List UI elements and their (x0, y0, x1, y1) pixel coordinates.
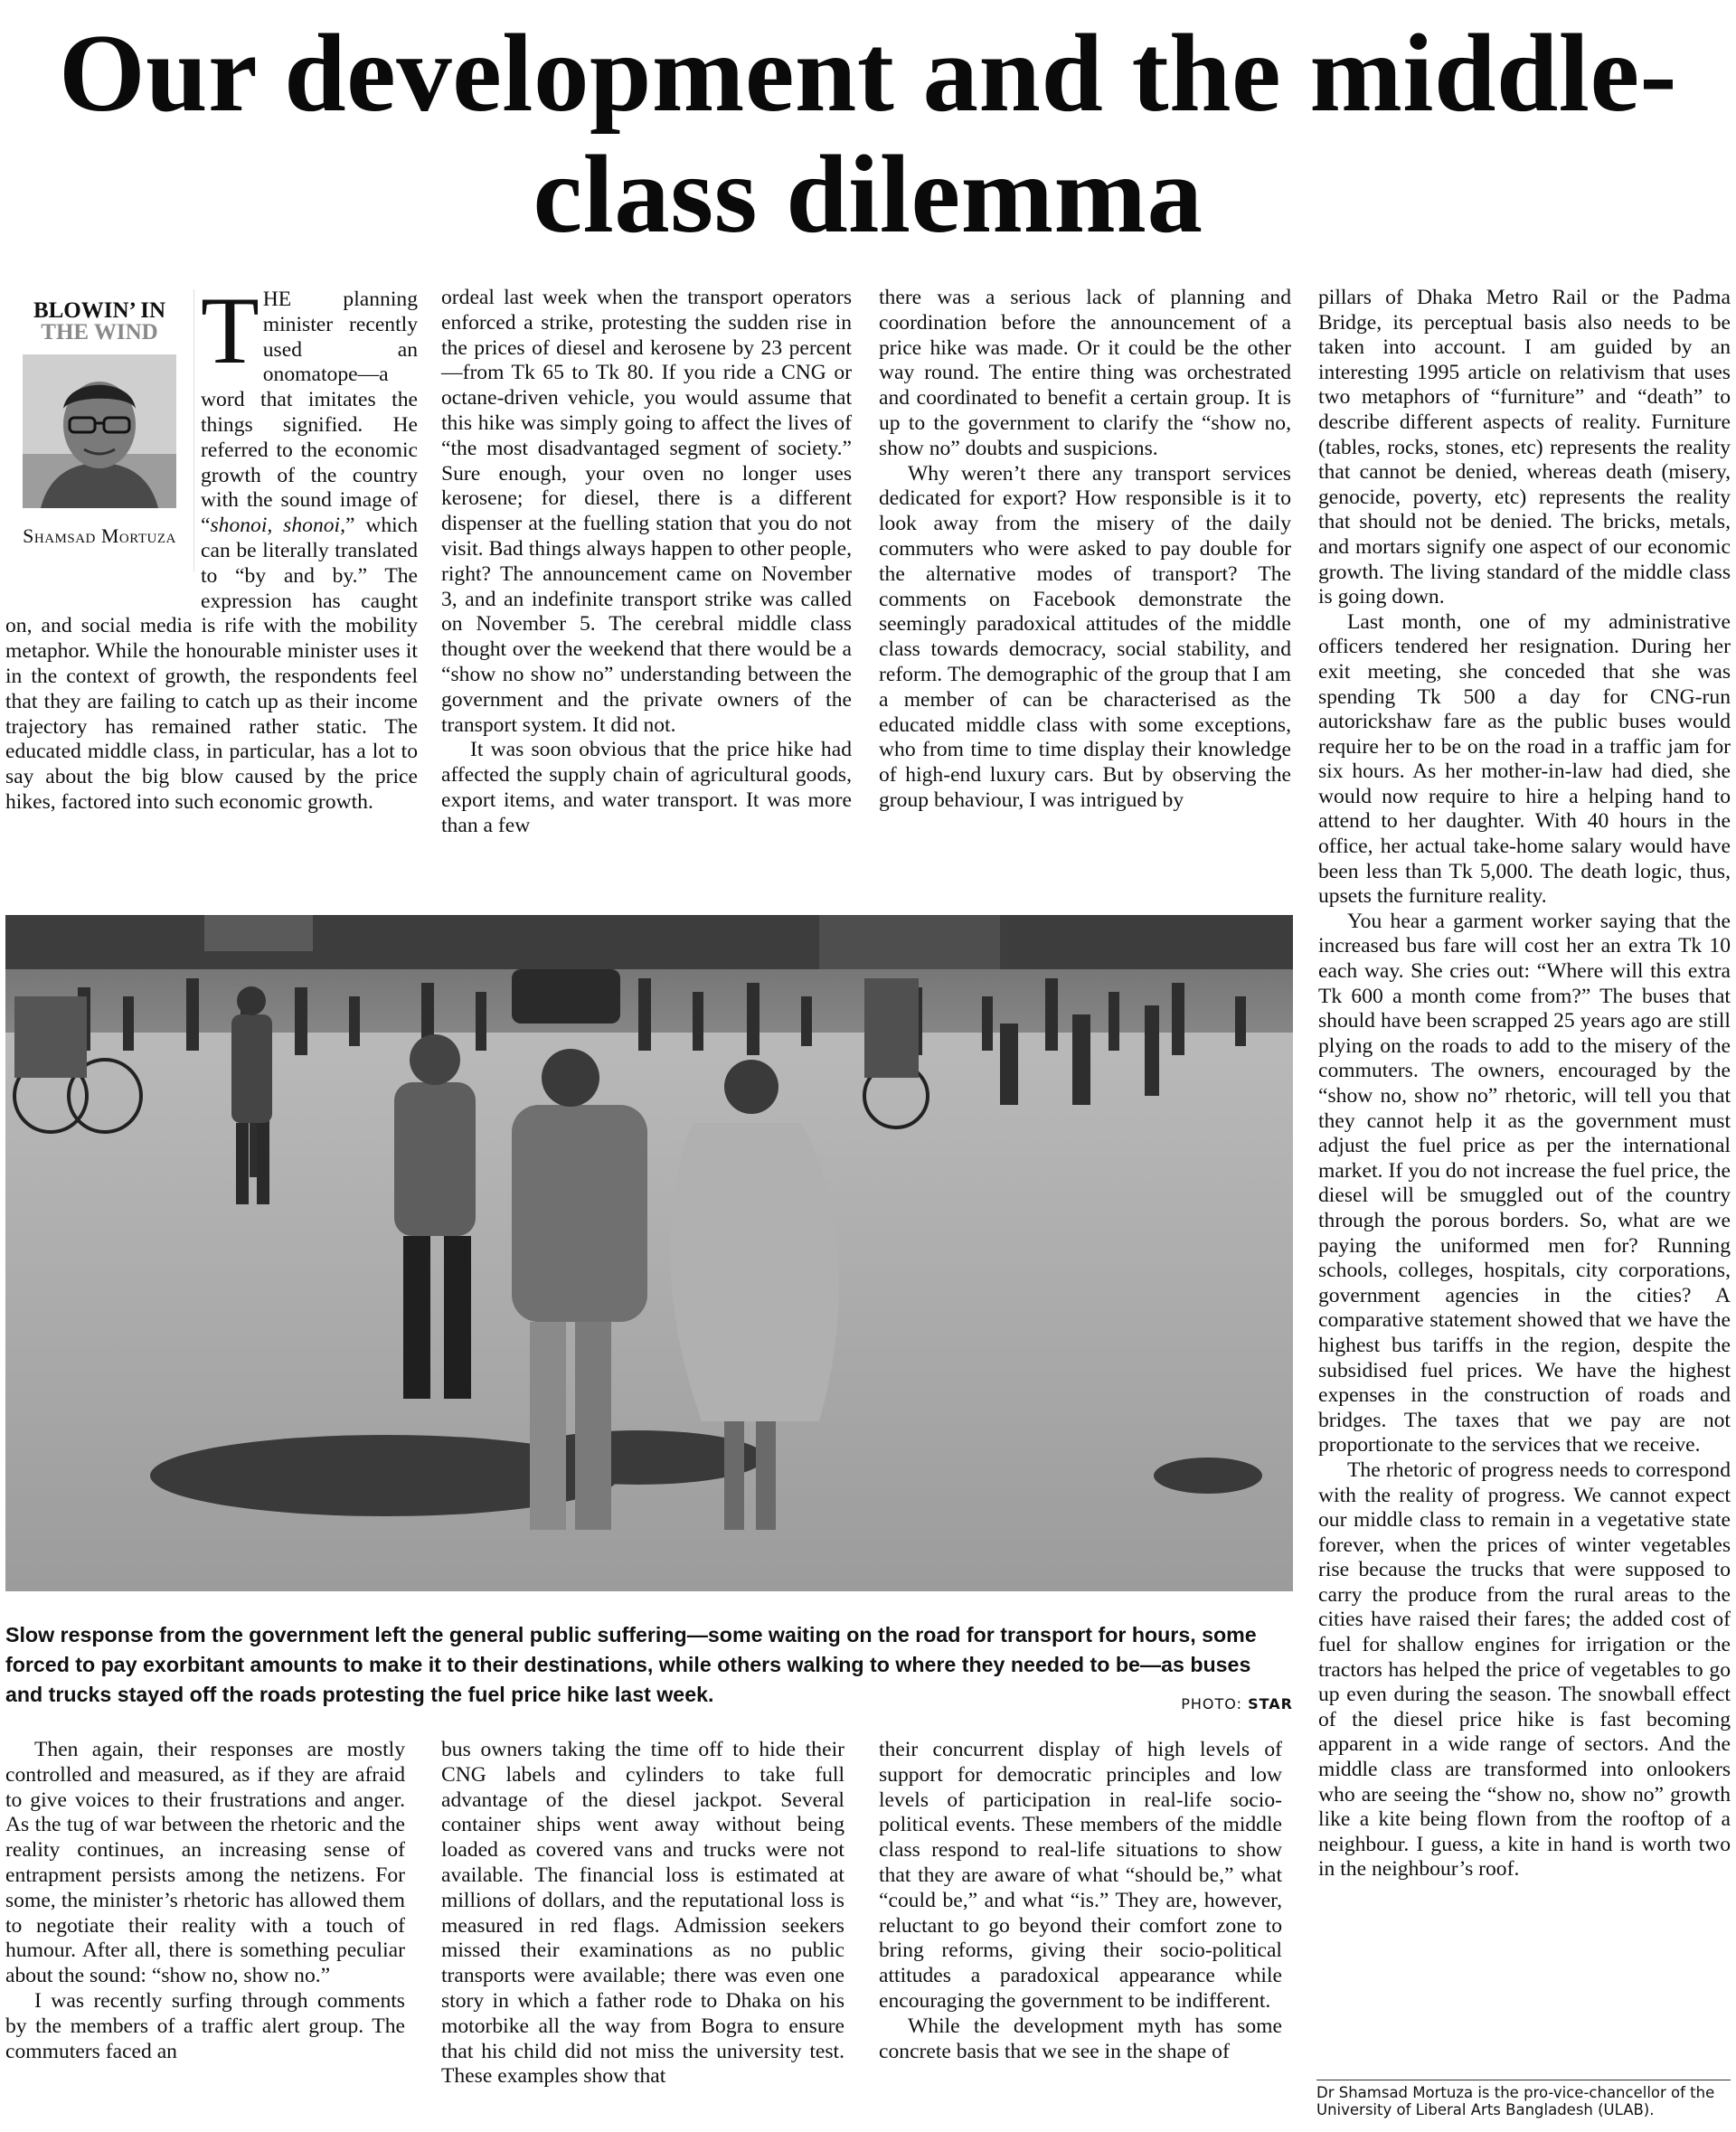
bottom-column-1 (5, 1738, 405, 2064)
top-column-3 (879, 286, 1291, 814)
headline: Our development and the middle-class dilemma (59, 11, 1677, 256)
opening-paragraph: THE planning minister recently used an onomatope—a word that imitates the things signified. He referred to the economic growth of the country with the sound image of “shonoi, shonoi,” which can be literally translated to “by and by.” The expression has caught on, and social media is rife with the mobility metaphor. While the honourable minister uses it in the context of growth, the respondents feel that they are failing to catch up as their income trajectory has remained rather static. The educated middle class, in particular, has a lot to say about the big blow caused by the price hikes, factored into such economic growth. (5, 278, 418, 814)
top-column-2 (441, 286, 852, 839)
drop-cap: T (201, 278, 259, 383)
news-photo (5, 915, 1293, 1591)
column-tag-line2: THE WIND (41, 320, 158, 344)
paragraph: Why weren’t there any transport services dedicated for export? How responsible is it to look away from the misery of the daily commuters who were asked to pay double for the alternative modes of transport? The comments on Facebook demonstrate the seemingly paradoxical attitudes of the middle class towards democracy, social stability, and reform. The demographic of the group that I am a member of can be characterised as the educated middle class with some exceptions, who from time to time display their knowledge of high-end luxury cars. But by observing the group behaviour, I was intrigued by (879, 461, 1291, 812)
top-column-1 (5, 278, 418, 816)
paragraph: Then again, their responses are mostly controlled and measured, as if they are afraid to give voices to their frustrations and anger. As the tug of war between the rhetoric and the reality continues, an increasing sense of entrapment persists among the netizens. For some, the minister’s rhetoric has allowed them to negotiate their reality with a touch of humour. After all, there is something peculiar about the sound: “show no, show no.” (5, 1738, 405, 1988)
photo-caption: Slow response from the government left the general public suffering—some waiting on the road for transport for hours, some forced to pay exorbitant amounts to make it to their destinations, while others walking to where they needed to be—as buses and trucks stayed off the roads protesting the fuel price hike last week. PHOTO: STAR (5, 1620, 1293, 1719)
paragraph: It was soon obvious that the price hike had affected the supply chain of agricultural goods, export items, and water transport. It was more than a few (441, 738, 852, 837)
paragraph: The rhetoric of progress needs to correspond with the reality of progress. We cannot expect our middle class to remain in a vegetative state forever, when the prices of winter vegetables rise because the trucks that were supposed to carry the produce from the rural areas to the cities have raised their fares; the added cost of fuel for shallow engines for irrigation or the tractors has helped the price of vegetables to go up even during the season. The snowball effect of the diesel price hike is fast becoming apparent in a wide range of sectors. And the middle class are transformed into onlookers who are seeing the “show no, show no” growth like a kite being flown from the rooftop of a neighbour. I guess, a kite in hand is worth two in the neighbour’s roof. (1318, 1457, 1731, 1882)
paragraph: ordeal last week when the transport operators enforced a strike, protesting the sudden rise in the prices of diesel and kerosene by 23 percent—from Tk 65 to Tk 80. If you ride a CNG or octane-driven vehicle, you would assume that this hike was simply going to affect the lives of “the most disadvantaged segment of society.” Sure enough, your oven no longer uses kerosene; for diesel, there is a different dispenser at the fuelling station that you do not visit. Bad things always happen to other people, right? The announcement came on November 3, and an indefinite transport strike was called on November 5. The cerebral middle class thought over the weekend that there would be a “show no show no” understanding between the government and the private owners of the transport system. It did not. (441, 286, 852, 737)
right-column (1318, 286, 1731, 1882)
photo-credit: PHOTO: STAR (1181, 1695, 1293, 1712)
paragraph: pillars of Dhaka Metro Rail or the Padma Bridge, its perceptual basis also needs to be taken into account. I am guided by an interesting 1995 article on relativism that uses two metaphors of “furniture” and “death” to describe different aspects of reality. Furniture (tables, rocks, stones, etc) represents the reality that cannot be denied, whereas death (misery, genocide, poverty, etc) represents the reality that should not be denied. The bricks, metals, and mortars signify one aspect of our economic growth. The living standard of the middle class is going down. (1318, 286, 1731, 609)
paragraph: I was recently surfing through comments by the members of a traffic alert group. The commuters faced an (5, 1988, 405, 2063)
street-crowd-photo (5, 915, 1293, 1591)
bottom-column-3 (879, 1738, 1282, 2064)
author-name: Shamsad Mortuza (23, 524, 176, 547)
bottom-column-2 (441, 1738, 844, 2090)
author-footnote: Dr Shamsad Mortuza is the pro-vice-chancellor of the University of Liberal Arts Bangladesh (ULAB). (1316, 2080, 1731, 2118)
paragraph: Last month, one of my administrative officers tendered her resignation. During her exit meeting, she conceded that she was spending Tk 500 a day for CNG-run autorickshaw fare as the public buses would require her to be on the road in a traffic jam for six hours. As her mother-in-law had died, she would now require to hire a helping hand to attend to her daughter. With 40 hours in the office, her actual take-home salary would have been less than Tk 5,000. The death logic, thus, upsets the furniture reality. (1318, 609, 1731, 909)
paragraph: their concurrent display of high levels of support for democratic principles and low levels of participation in real-life socio-political events. These members of the middle class respond to real-life situations to show that they are aware of what “should be,” what “could be,” and what “is.” They are, however, reluctant to go beyond their comfort zone to bring reforms, giving their socio-political attitudes a paradoxical appearance while encouraging the government to be indifferent. (879, 1738, 1282, 2013)
paragraph: bus owners taking the time off to hide their CNG labels and cylinders to take full advantage of the diesel jackpot. Several container ships went away without being loaded as covered vans and trucks were not available. The financial loss is estimated at millions of dollars, and the reputational loss is measured in red flags. Admission seekers missed their examinations as no public transports were available; there was even one story in which a father rode to Dhaka on his motorbike all the way from Bogra to ensure that his child did not miss the university test. These examples show that (441, 1738, 844, 2089)
paragraph: While the development myth has some concrete basis that we see in the shape of (879, 2014, 1282, 2063)
paragraph: there was a serious lack of planning and coordination before the announcement of a price hike was made. Or it could be the other way round. The entire thing was orchestrated and coordinated to benefit a certain group. It is up to the government to clarify the “show no, show no” doubts and suspicions. (879, 286, 1291, 460)
author-box-spacer (5, 288, 201, 595)
column-tag-line1: BLOWIN’ IN (33, 298, 166, 323)
paragraph: You hear a garment worker saying that the increased bus fare will cost her an extra Tk 10 each way. She cries out: “Where will this extra Tk 600 a month come from?” The buses that should have been scrapped 25 years ago are still plying on the roads to add to the misery of the commuters. The owners, encouraged by the “show no, show no” rhetoric, will tell you that they cannot help it as the government must adjust the fuel price as per the international market. If you do not increase the fuel price, the diesel will be smuggled out of the country through the porous borders. So, what are we paying the uniformed men for? Running schools, colleges, hospitals, city corporations, government agencies in the cities? A comparative statement showed that we have the highest bus tariffs in the region, despite the subsidised fuel prices. We have the highest expenses in the construction of roads and bridges. The taxes that we pay are not proportionate to the services that we receive. (1318, 909, 1731, 1457)
